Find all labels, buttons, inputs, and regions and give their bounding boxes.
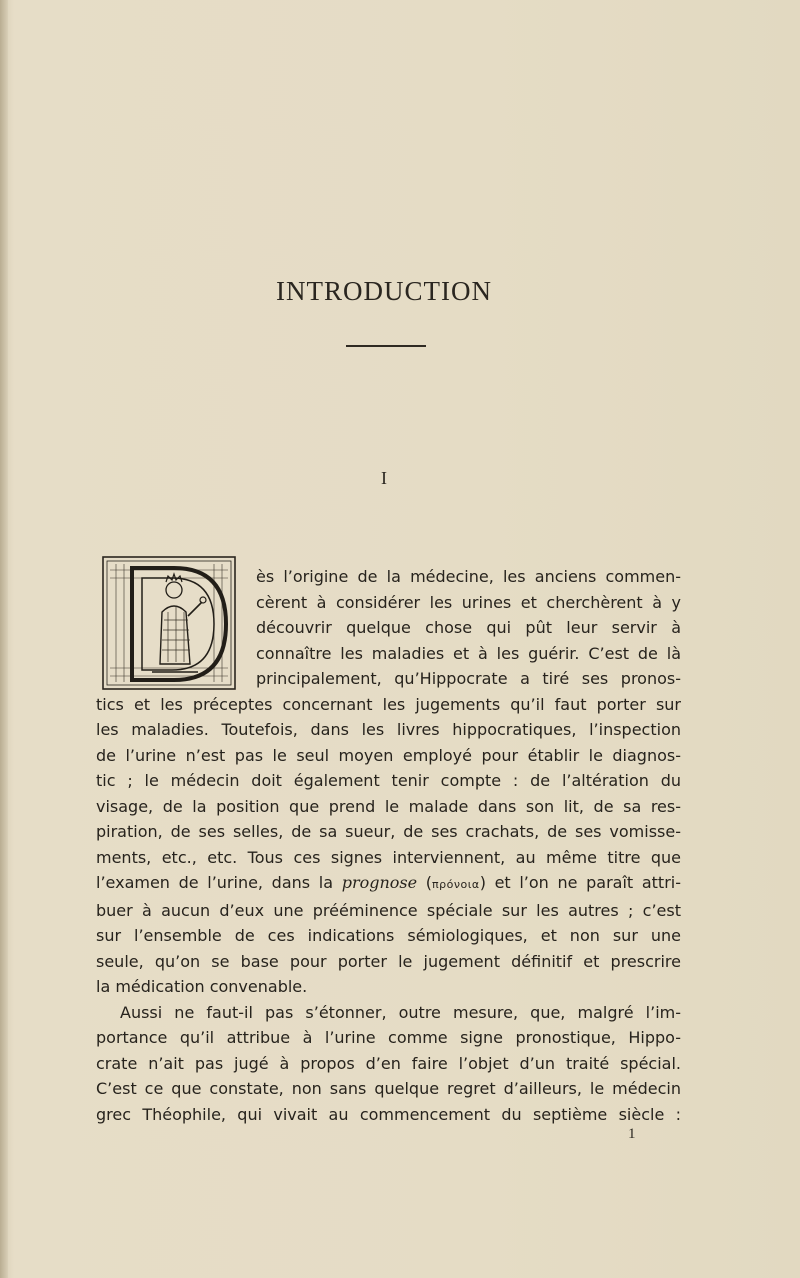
page-number: 1 — [628, 1126, 636, 1142]
body-text — [96, 564, 681, 1127]
text-line: tics et les préceptes concernant les jugements qu’il faut porter sur — [96, 694, 681, 714]
text-line: la médication convenable. — [96, 977, 308, 996]
title-rule — [346, 345, 426, 347]
text-line: de l’urine n’est pas le seul moyen employé pour établir le diagnos- — [96, 745, 681, 765]
text-line: cèrent à considérer les urines et cherchèrent à y — [256, 592, 681, 612]
text-line: ments, etc., etc. Tous ces signes interviennent, au même titre que — [96, 847, 681, 867]
text-line: tic ; le médecin doit également tenir compte : de l’altération du — [96, 771, 681, 790]
text-line: les maladies. Toutefois, dans les livres hippocratiques, l’inspection — [96, 720, 681, 739]
text-line: principalement, qu’Hippocrate a tiré ses pronos- — [256, 669, 681, 688]
text-line: seule, qu’on se base pour porter le jugement définitif et prescrire — [96, 951, 681, 971]
chapter-title: INTRODUCTION — [276, 276, 492, 306]
text-line: connaître les maladies et à les guérir. C’est de là — [256, 643, 681, 663]
text-line: Aussi ne faut-il pas s’étonner, outre mesure, que, malgré l’im- — [120, 1002, 681, 1022]
text-fragment: l’examen de l’urine, dans la — [96, 873, 342, 892]
text-line: portance qu’il attribue à l’urine comme signe pronostique, Hippo- — [96, 1028, 681, 1047]
text-line: C’est ce que constate, non sans quelque regret d’ailleurs, le médecin — [96, 1079, 681, 1098]
text-line: sur l’ensemble de ces indications sémiologiques, et non sur une — [96, 926, 681, 945]
text-line: buer à aucun d’eux une prééminence spéciale sur les autres ; c’est — [96, 900, 681, 920]
text-line: découvrir quelque chose qui pût leur servir à — [256, 618, 681, 637]
book-spine-shadow — [0, 0, 8, 1278]
text-line: ès l’origine de la médecine, les anciens commen- — [256, 567, 681, 586]
text-line: visage, de la position que prend le malade dans son lit, de sa res- — [96, 796, 681, 816]
section-number: I — [381, 468, 387, 488]
text-line: grec Théophile, qui vivait au commencement du septième siècle : — [96, 1104, 681, 1124]
text-fragment: ( — [417, 873, 432, 892]
text-fragment: ) et l’on ne paraît attri- — [479, 873, 682, 892]
text-line-prognose — [96, 870, 681, 898]
text-line: crate n’ait pas jugé à propos d’en faire l’objet d’un traité spécial. — [96, 1053, 681, 1073]
text-line: piration, de ses selles, de sa sueur, de ses crachats, de ses vomisse- — [96, 822, 681, 841]
italic-term: prognose — [341, 873, 418, 892]
greek-term: πρόνοια — [432, 878, 480, 891]
